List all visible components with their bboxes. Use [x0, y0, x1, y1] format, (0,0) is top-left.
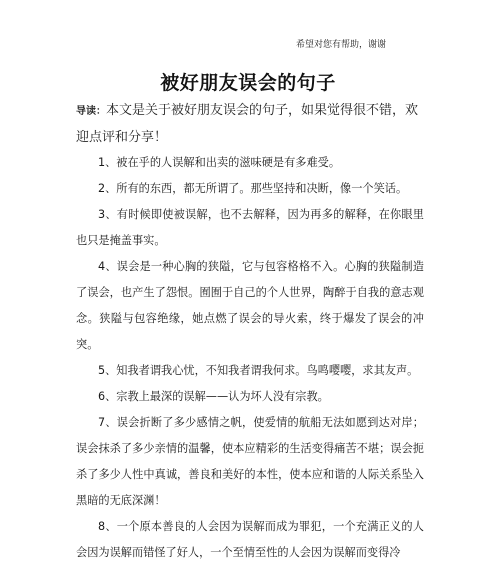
list-item: 6、宗教上最深的误解——认为坏人没有宗教。 [98, 390, 329, 403]
list-item: 4、误会是一种心胸的狭隘，它与包容格格不入。心胸的狭隘制造了误会，也产生了怨恨。囿囿于自己的个人世界，陶醉于自我的意志观念。狭隘与包容绝缘，她点燃了误会的导火索，终于爆发了误会的冲突。 [76, 260, 424, 351]
list-item: 3、有时候即使被误解，也不去解释，因为再多的解释，在你眼里也只是掩盖事实。 [76, 208, 424, 247]
header-note: 希望对您有帮助，谢谢 [296, 40, 387, 50]
intro-lead-label: 导读： [76, 106, 106, 117]
intro-paragraph [76, 98, 424, 151]
page-title: 被好朋友误会的句子 [160, 72, 336, 94]
list-item: 7、误会折断了多少感情之帆，使爱情的航船无法如愿到达对岸；误会抹杀了多少亲情的温馨，使本应精彩的生活变得痛苦不堪；误会扼杀了多少人性中真诚，善良和美好的本性，使本应和谐的人际关系坠入黑暗的无底深渊！ [76, 416, 424, 507]
list-item: 8、一个原本善良的人会因为误解而成为罪犯，一个充满正义的人会因为误解而错怪了好人，一个至情至性的人会因为误解而变得冷 [76, 520, 424, 559]
list-item: 5、知我者谓我心忧，不知我者谓我何求。鸟鸣嘤嘤，求其友声。 [98, 364, 419, 377]
intro-text: 本文是关于被好朋友误会的句子，如果觉得很不错，欢迎点评和分享！ [76, 103, 419, 145]
sentence-list [76, 150, 424, 566]
list-item: 2、所有的东西，都无所谓了。那些坚持和决断，像一个笑话。 [98, 182, 408, 195]
list-item: 1、被在乎的人误解和出卖的滋味硬是有多难受。 [98, 156, 341, 169]
